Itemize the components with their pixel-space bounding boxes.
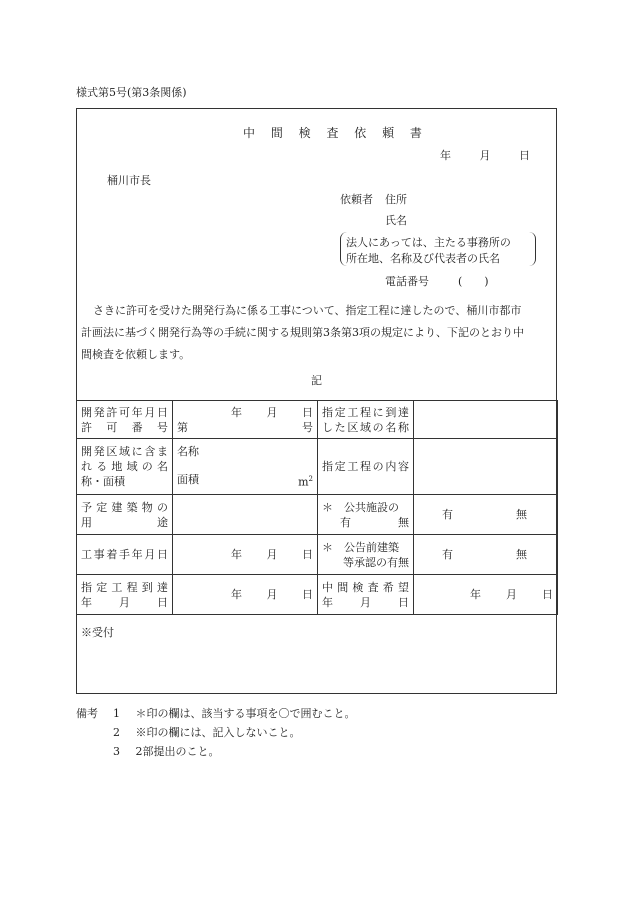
reach-label-year: 年 <box>81 595 92 609</box>
public-label-cell <box>318 495 414 535</box>
permit-no-suffix: 号 <box>302 420 313 434</box>
process-label: 指定工程の内容 <box>322 460 409 473</box>
building-label-2: 用途 <box>81 515 168 529</box>
region-label-3: 称・面積 <box>81 475 125 488</box>
note-text: ※印の欄には、記入しないこと。 <box>135 726 301 739</box>
inspect-label-month: 月 <box>360 595 371 609</box>
table-row <box>77 439 558 495</box>
public-no: 無 <box>516 508 527 521</box>
phone-label: 電話番号 <box>385 275 429 288</box>
area-name-label-cell <box>318 401 414 439</box>
reach-label-month: 月 <box>119 595 130 609</box>
table-row <box>77 495 558 535</box>
start-value-cell <box>173 535 318 575</box>
start-year: 年 <box>231 548 242 561</box>
inspect-month: 月 <box>506 588 517 601</box>
reach-month: 月 <box>266 588 278 601</box>
public-value-cell <box>414 495 558 535</box>
building-label-1: 予定建築物の <box>81 500 168 514</box>
notes-head: 備考 <box>76 707 98 720</box>
region-label-1: 開発区域に含ま <box>81 445 168 458</box>
form-number: 様式第5号(第3条関係) <box>76 86 187 99</box>
reach-label-day: 日 <box>157 595 168 609</box>
note-item <box>113 743 220 759</box>
inspect-year: 年 <box>470 588 481 601</box>
reach-label-1: 指定工程到達 <box>81 580 168 594</box>
note-item <box>113 705 356 721</box>
inspect-label-day: 日 <box>398 595 409 609</box>
permit-year: 年 <box>231 405 242 419</box>
note-text: 2部提出のこと。 <box>135 745 220 758</box>
area-name-label-2: した区域の名称 <box>322 420 409 434</box>
note-no: 3 <box>113 745 120 758</box>
reach-value-cell <box>173 575 318 615</box>
start-day: 日 <box>302 548 313 561</box>
body-line-1: さきに許可を受けた開発行為に係る工事について、指定工程に達したので、桶川市都市 <box>93 304 522 317</box>
inspect-label-cell <box>318 575 414 615</box>
permit-no-prefix: 第 <box>177 420 188 434</box>
body-line-3: 間検査を依頼します。 <box>81 348 191 361</box>
body-line-2: 計画法に基づく開発行為等の手続に関する規則第3条第3項の規定により、下記のとおり中 <box>81 326 524 339</box>
approval-value-cell <box>414 535 558 575</box>
start-label: 工事着手年月日 <box>81 548 168 561</box>
date-line <box>440 147 530 163</box>
approval-yes: 有 <box>442 548 453 561</box>
permit-label-cell <box>77 401 173 439</box>
note-no: 2 <box>113 726 120 739</box>
corp-note-line2: 所在地、名称及び代表者の氏名 <box>346 252 500 265</box>
public-yes: 有 <box>442 508 453 521</box>
start-month: 月 <box>266 548 278 561</box>
note-no: 1 <box>113 707 120 720</box>
region-area-label: 面積 <box>177 472 199 486</box>
requester-address: 住所 <box>385 193 407 206</box>
permit-day: 日 <box>302 405 313 419</box>
start-label-cell <box>77 535 173 575</box>
permit-date-label: 開発許可年月日 <box>81 405 168 419</box>
requester-label: 依頼者 <box>340 193 373 206</box>
approval-label-cell <box>318 535 414 575</box>
detail-table <box>76 400 558 615</box>
date-month: 月 <box>479 149 491 162</box>
process-label-cell <box>318 439 414 495</box>
permit-value-cell <box>173 401 318 439</box>
date-day: 日 <box>519 149 530 162</box>
addressee: 桶川市長 <box>107 174 151 187</box>
date-year: 年 <box>440 149 451 162</box>
permit-no-label: 許可番号 <box>81 420 168 434</box>
table-row <box>77 535 558 575</box>
form-title: 中 間 検 査 依 頼 書 <box>243 126 428 140</box>
note-item <box>113 724 301 740</box>
permit-month: 月 <box>266 405 278 419</box>
note-text: ＊印の欄は、該当する事項を〇で囲むこと。 <box>135 707 356 720</box>
building-value-cell <box>173 495 318 535</box>
reach-label-cell <box>77 575 173 615</box>
region-name-label: 名称 <box>177 444 199 458</box>
approval-label-2: 等承認の有無 <box>343 555 409 569</box>
public-label-2b: 無 <box>398 515 409 529</box>
reach-year: 年 <box>231 588 242 601</box>
area-name-value-cell <box>414 401 558 439</box>
reach-day: 日 <box>302 588 313 601</box>
phone-parens: ( ) <box>458 275 489 288</box>
process-value-cell <box>414 439 558 495</box>
area-name-label-1: 指定工程に到達 <box>322 405 409 419</box>
region-label-cell <box>77 439 173 495</box>
receipt-label: ※受付 <box>81 626 114 639</box>
inspect-label-year: 年 <box>322 595 333 609</box>
building-label-cell <box>77 495 173 535</box>
region-label-2: れる地域の名 <box>81 460 168 473</box>
public-label-1: ＊ 公共施設の <box>322 500 399 514</box>
public-label-2a: 有 <box>340 515 351 529</box>
region-area-unit: $m^2$ <box>298 474 313 489</box>
inspect-value-cell <box>414 575 558 615</box>
approval-label-1: ＊ 公告前建築 <box>322 540 399 554</box>
corp-note-line1: 法人にあっては、主たる事務所の <box>346 236 511 249</box>
table-row <box>77 575 558 615</box>
inspect-day: 日 <box>542 588 553 601</box>
inspect-label-1: 中間検査希望 <box>322 580 409 594</box>
ki-heading: 記 <box>311 374 322 387</box>
region-value-cell <box>173 439 318 495</box>
table-row <box>77 401 558 439</box>
requester-name: 氏名 <box>385 214 407 227</box>
approval-no: 無 <box>516 548 527 561</box>
